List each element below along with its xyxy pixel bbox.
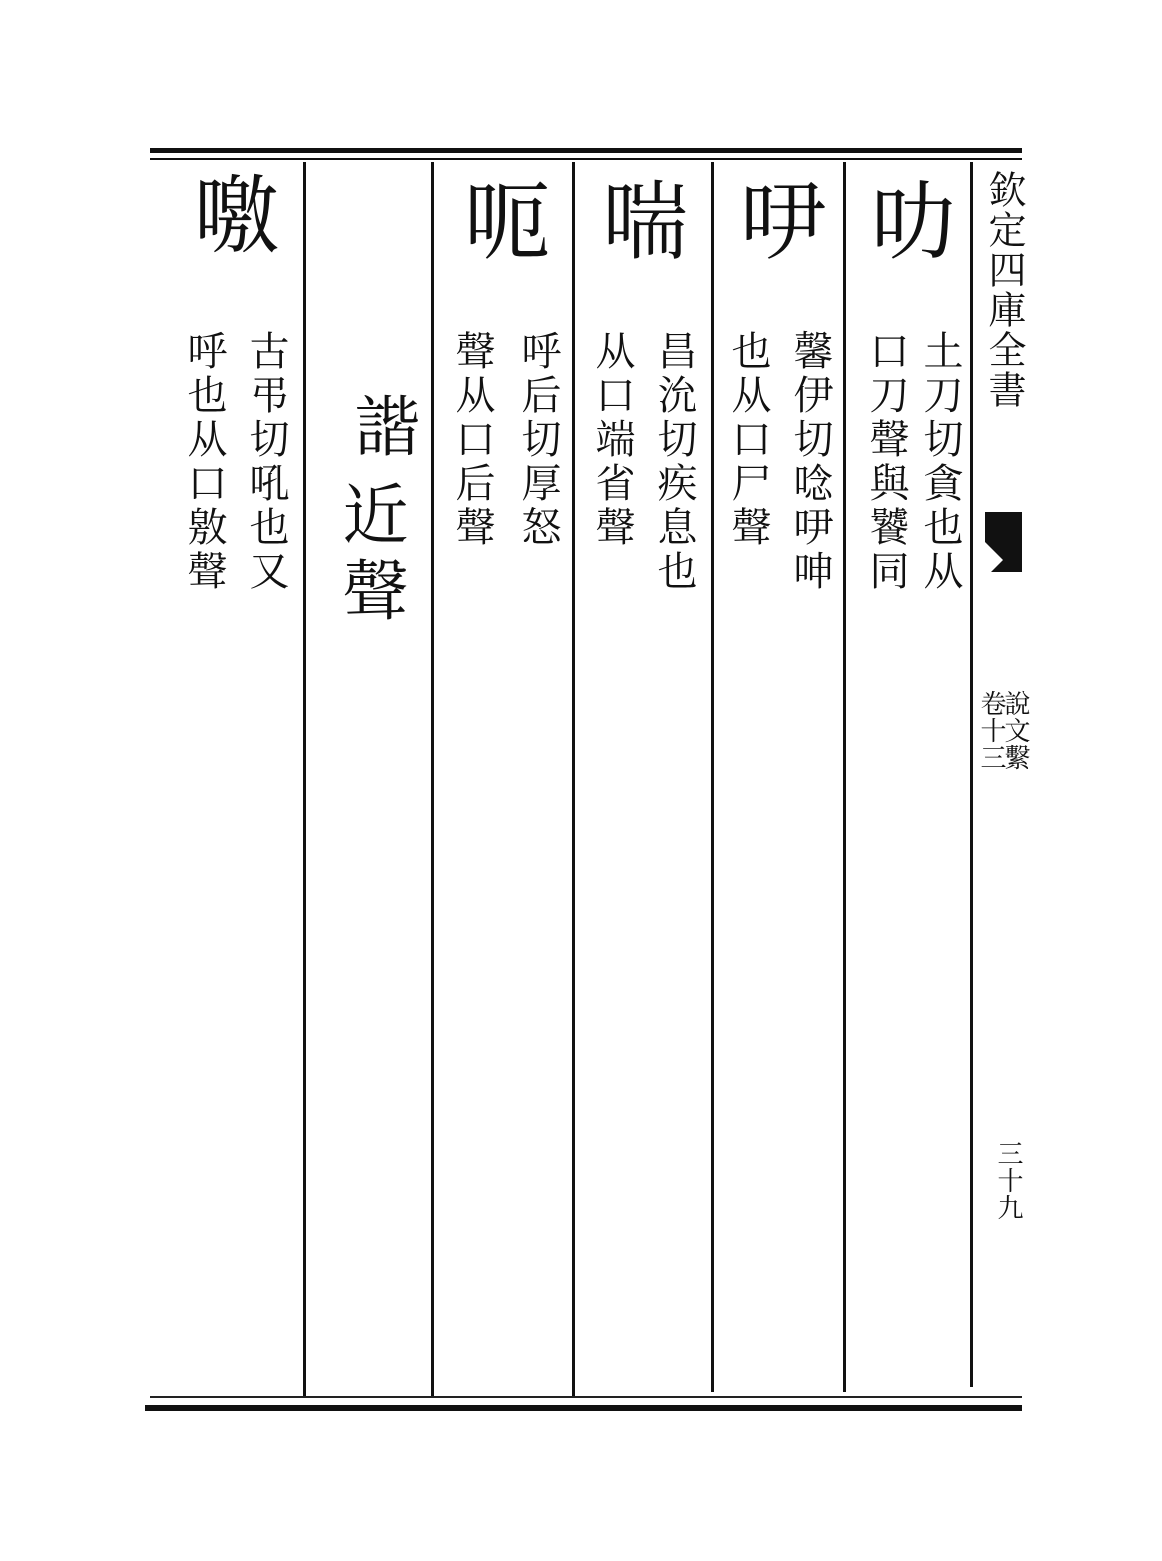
column-divider [711,162,714,1392]
gloss-text: 古弔切吼也又 [243,330,289,594]
top-border [150,148,1022,153]
column-divider [431,162,434,1396]
bottom-border [145,1405,1022,1411]
seal-character: 呃 [449,176,549,262]
volume-label: 卷十三 [976,690,1006,771]
gloss-text: 从口端省聲 [589,330,635,550]
section-heading-line2: 近聲 [331,480,408,632]
bottom-border-inner [150,1396,1022,1398]
gloss-text: 土刀切貪也从 [917,330,963,594]
gloss-text: 馨伊切唸吚呻 [787,330,833,594]
column-divider [843,162,846,1392]
section-partial: 說文繫 [1000,690,1030,771]
gloss-text: 口刀聲與饕同 [863,330,909,594]
gloss-text: 昌沇切疾息也 [651,330,697,594]
gloss-text: 呼后切厚怒 [515,330,561,550]
page-number: 三十九 [993,1140,1023,1221]
gloss-text: 也从口尸聲 [725,330,771,550]
column-divider [303,162,306,1396]
gloss-text: 聲从口后聲 [449,330,495,550]
column-divider [970,162,973,1387]
gloss-text: 呼也从口敫聲 [181,330,227,594]
top-border-inner [150,158,1022,160]
section-heading-line1: 諧 [343,392,420,468]
seal-character: 喘 [587,176,687,262]
column-divider [572,162,575,1396]
book-title: 欽定四庫全書 [982,170,1026,410]
seal-character: 噭 [179,170,279,256]
fishtail-mark [985,512,1022,572]
seal-character: 吚 [725,176,825,262]
seal-character: 叻 [855,176,955,262]
